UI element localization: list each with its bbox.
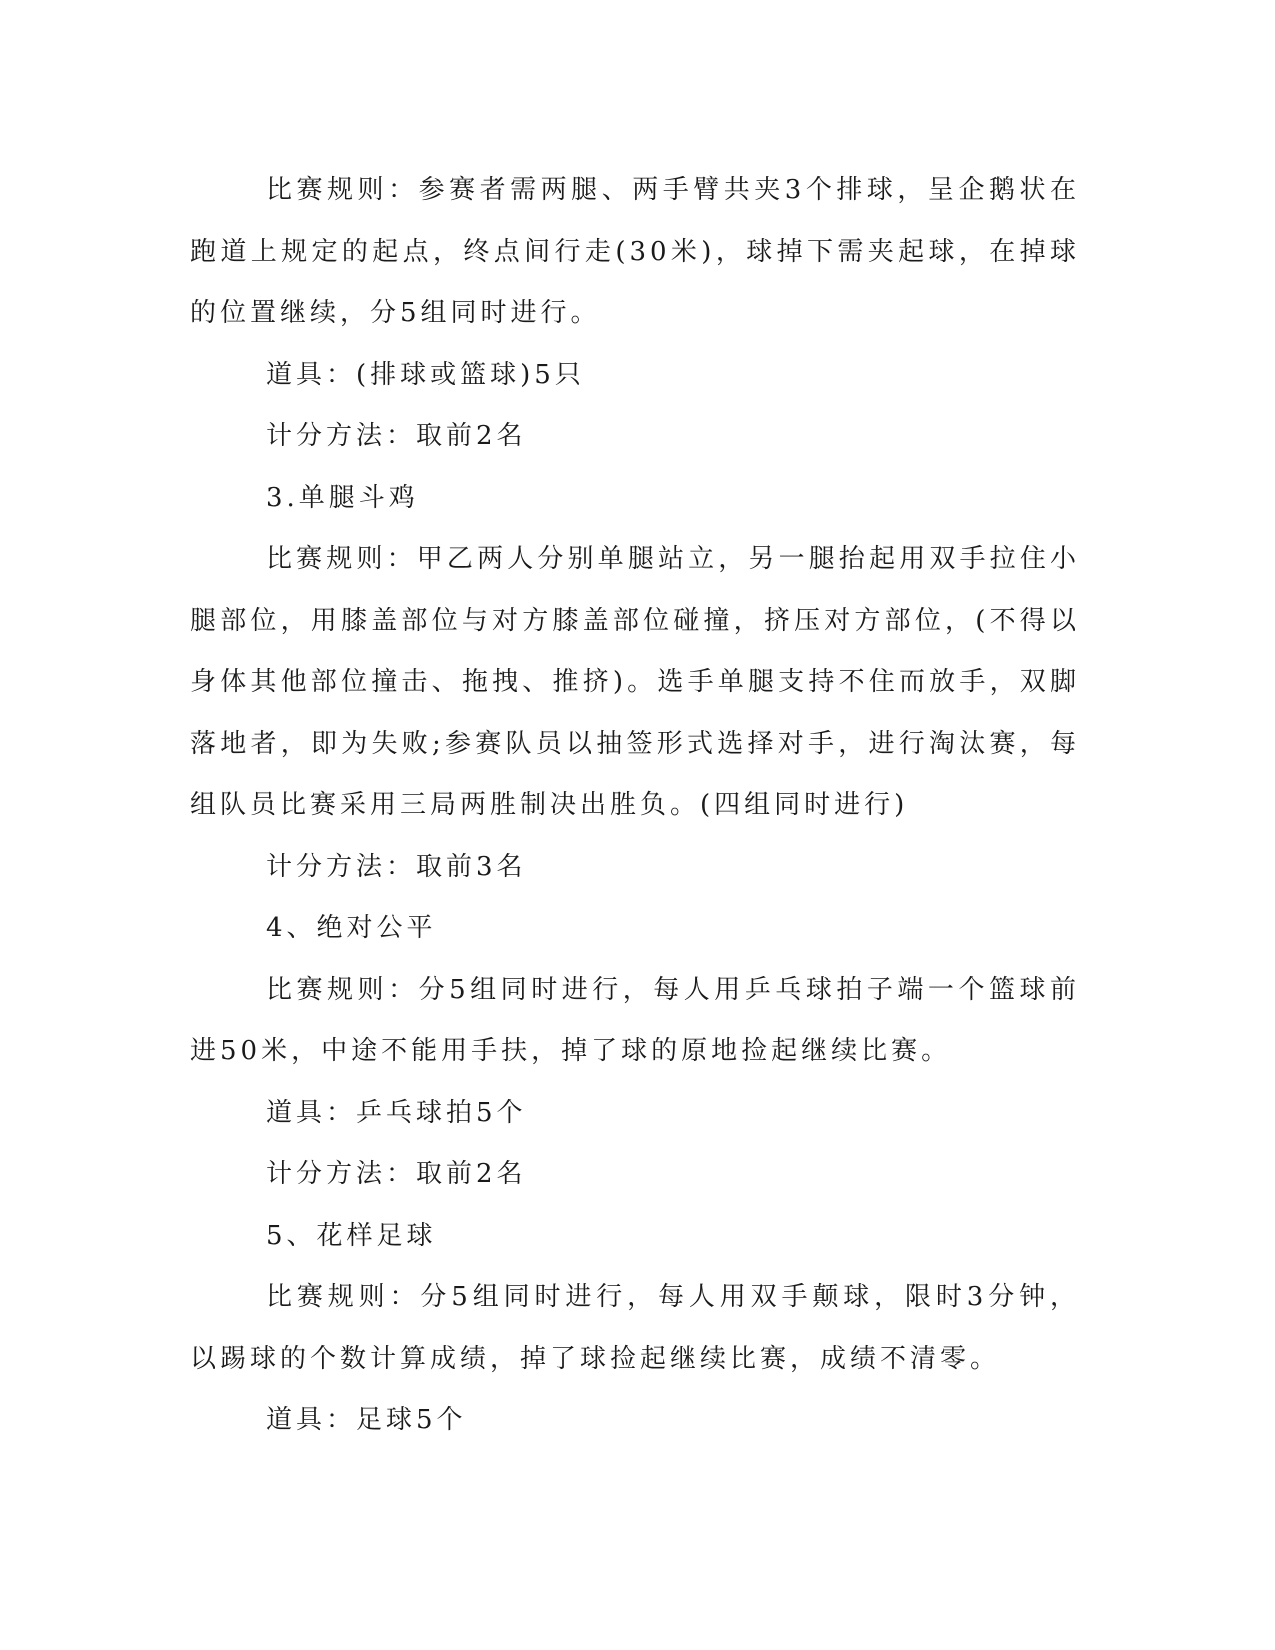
props-line: 道具：(排球或篮球)5只 xyxy=(266,359,585,390)
section-heading: 3.单腿斗鸡 xyxy=(266,482,419,513)
props-line: 道具：足球5个 xyxy=(266,1405,467,1435)
props-line: 道具：乒乓球拍5个 xyxy=(266,1097,527,1128)
rule-paragraph: 比赛规则：分5组同时进行，每人用乒乓球拍子端一个篮球前进50米，中途不能用手扶，掉了球的原地捡起继续比赛。 xyxy=(190,974,1080,1066)
scoring-line: 计分方法：取前3名 xyxy=(266,851,527,882)
document-body xyxy=(190,160,1080,1452)
rule-paragraph: 比赛规则：甲乙两人分别单腿站立，另一腿抬起用双手拉住小腿部位，用膝盖部位与对方膝盖部位碰撞，挤压对方部位，(不得以身体其他部位撞击、拖拽、推挤)。选手单腿支持不住而放手，双脚落地者，即为失败;参赛队员以抽签形式选择对手，进行淘汰赛，每组队员比赛采用三局两胜制决出胜负。(四组同时进行) xyxy=(190,544,1080,820)
section-heading: 4、绝对公平 xyxy=(266,913,437,943)
rule-paragraph: 比赛规则：参赛者需两腿、两手臂共夹3个排球，呈企鹅状在跑道上规定的起点，终点间行走(30米)，球掉下需夹起球，在掉球的位置继续，分5组同时进行。 xyxy=(190,175,1080,328)
rule-paragraph: 比赛规则：分5组同时进行，每人用双手颠球，限时3分钟，以踢球的个数计算成绩，掉了球捡起继续比赛，成绩不清零。 xyxy=(190,1282,1080,1374)
section-heading: 5、花样足球 xyxy=(266,1220,437,1251)
scoring-line: 计分方法：取前2名 xyxy=(266,1159,527,1189)
scoring-line: 计分方法：取前2名 xyxy=(266,421,527,451)
